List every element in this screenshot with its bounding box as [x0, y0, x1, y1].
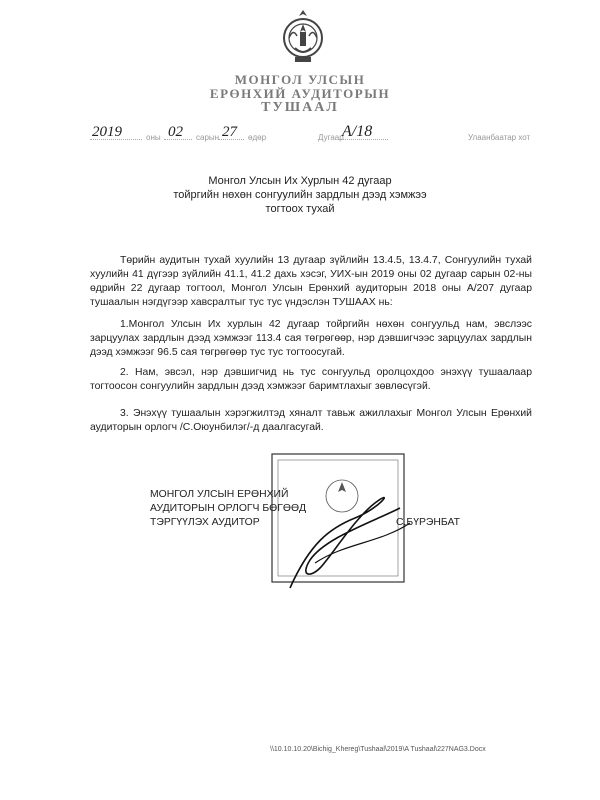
year-label: оны	[146, 133, 161, 142]
state-emblem-icon	[281, 8, 325, 64]
title-line3: тогтоох тухай	[265, 203, 335, 215]
order-title	[0, 174, 600, 216]
number-label: Дугаар	[318, 133, 344, 142]
paragraph-clause-2: 2. Нам, эвсэл, нэр дэвшигчид нь тус сонгуульд оролцохдоо энэхүү тушаалаар тогтоосон сонгуулийн зардлын дээд хэмжээг баримтлахыг зөвлөсүгэй.	[90, 367, 532, 392]
title-line2: тойргийн нөхөн сонгуулийн зардлын дээд хэмжээ	[173, 189, 427, 201]
title-line1: Монгол Улсын Их Хурлын 42 дугаар	[208, 175, 392, 187]
signatory-title	[150, 488, 306, 530]
signatory-line3: ТЭРГҮҮЛЭХ АУДИТОР	[150, 517, 260, 528]
date-month: 02	[168, 124, 183, 140]
paragraph-clause-1: 1.Монгол Улсын Их хурлын 42 дугаар тойргийн нөхөн сонгуульд нам, эвслээс зарцуулах зардлын дээд хэмжээг 113.4 сая төгрөгөөр, нэр дэвшигчээс зарцуулах зардлын дээд хэмжээг 96.5 сая төгрөгөөр тус тус тогтоосугай.	[90, 319, 532, 358]
order-number: А/18	[342, 123, 373, 140]
signatory-line1: МОНГОЛ УЛСЫН ЕРӨНХИЙ	[150, 489, 289, 500]
org-name-line2: ЕРӨНХИЙ АУДИТОРЫН	[209, 86, 391, 101]
org-name-line1: МОНГОЛ УЛСЫН	[234, 72, 366, 87]
date-year: 2019	[92, 124, 122, 140]
paragraph-basis: Төрийн аудитын тухай хуулийн 13 дугаар зүйлийн 13.4.5, 13.4.7, Сонгуулийн тухай хуулийн 41 дүгээр зүйлийн 41.1, 41.2 дахь хэсэг, УИХ-ын 2019 оны 02 дугаар сарын 02-ны өдрийн 22 дугаар тогтоол, Монгол Улсын Ерөнхий аудиторын 2018 оны А/207 дугаар тушаалын нэгдүгээр хавсралтыг тус тус үндэслэн ТУШААХ нь:	[90, 255, 532, 308]
place: Улаанбаатар хот	[468, 133, 531, 142]
date-day: 27	[222, 124, 237, 140]
signatory-name: С.БҮРЭНБАТ	[396, 517, 460, 528]
paragraph-clause-3: 3. Энэхүү тушаалын хэрэгжилтэд хяналт тавьж ажиллахыг Монгол Улсын Ерөнхий аудиторын орлогч /С.Оюунбилэг/-д даалгасугай.	[90, 408, 532, 433]
document-type: ТУШААЛ	[261, 100, 339, 115]
month-label: сарын	[196, 133, 220, 142]
signatory-line2: АУДИТОРЫН ОРЛОГЧ БӨГӨӨД	[150, 503, 307, 514]
file-path: \\10.10.10.20\Bichig_Khereg\Tushaal\2019\A Tushaal\227NAG3.Docx	[270, 746, 486, 753]
day-label: өдөр	[248, 133, 267, 142]
